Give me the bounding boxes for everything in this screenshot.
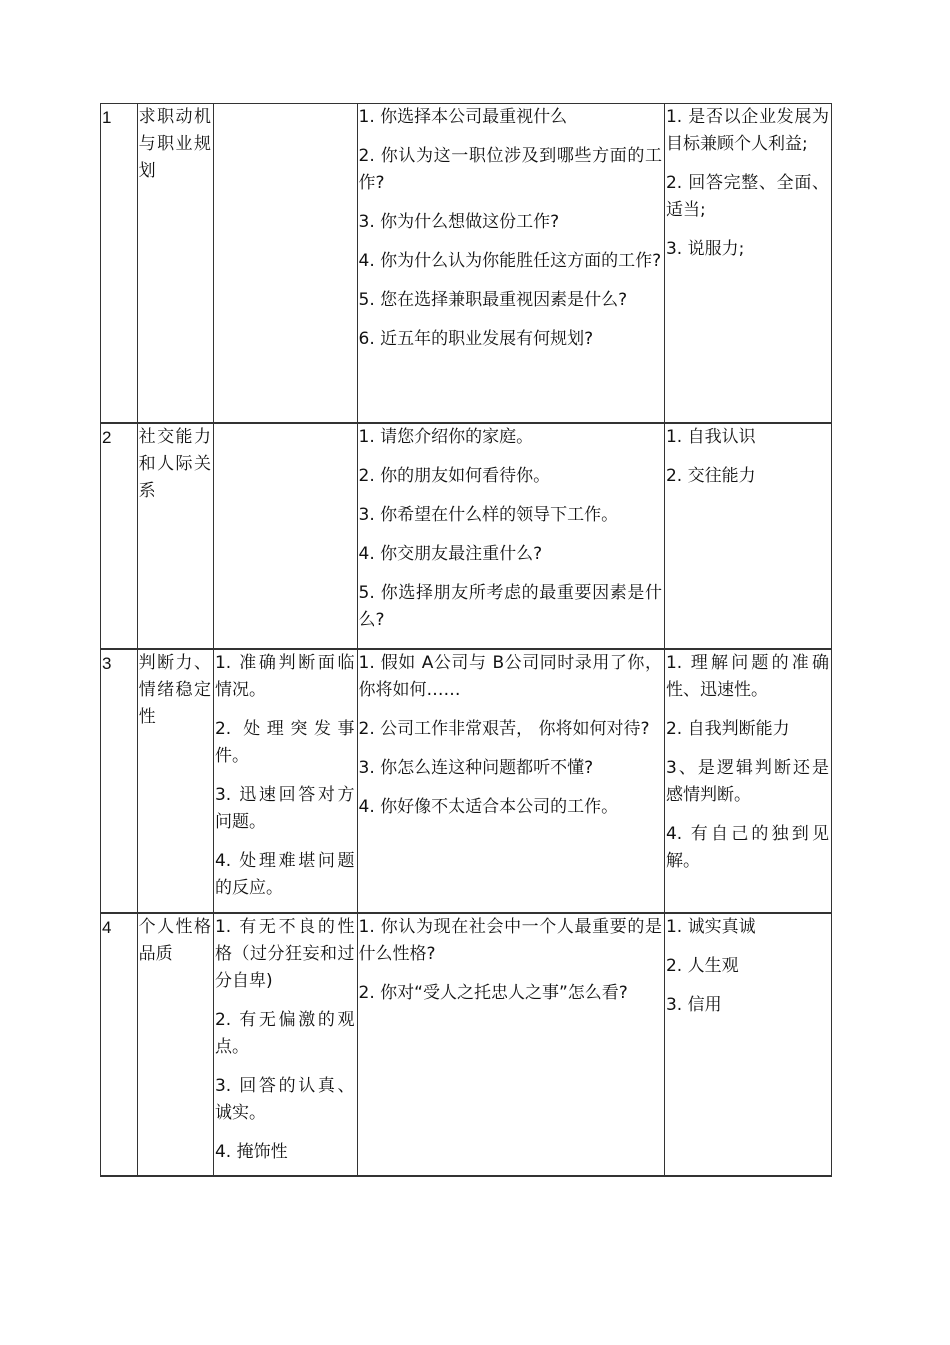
criteria-item: 1. 诚实真诚 [665, 917, 756, 937]
row-number: 4 [101, 913, 138, 1176]
criteria-item: 3. 说服力; [665, 239, 745, 259]
question-item: 2. 你对“受人之托忠人之事”怎么看? [358, 983, 628, 1003]
dimension-cell: 个人性格品质 [137, 913, 213, 1176]
question-item: 3. 你为什么想做这份工作? [358, 212, 560, 232]
question-item: 1. 请您介绍你的家庭。 [358, 427, 534, 447]
key-points-cell [213, 423, 357, 649]
criteria-item: 2. 交往能力 [665, 466, 756, 486]
question-item: 4. 你交朋友最注重什么? [358, 544, 543, 564]
questions-cell [357, 649, 664, 913]
key-point-item: 3. 回答的认真、诚实。 [214, 1076, 355, 1123]
key-point-item: 3. 迅速回答对方问题。 [214, 785, 355, 832]
question-item: 1. 假如 A公司与 B公司同时录用了你，你将如何…… [358, 653, 662, 700]
questions-cell [357, 104, 664, 424]
criteria-item: 3、是逻辑判断还是感情判断。 [665, 758, 829, 805]
key-points-cell [213, 913, 357, 1176]
criteria-cell [664, 104, 831, 424]
dimension-cell: 判断力、情绪稳定性 [137, 649, 213, 913]
criteria-cell [664, 423, 831, 649]
criteria-item: 2. 人生观 [665, 956, 739, 976]
table-row [101, 913, 832, 1176]
key-points-cell [213, 649, 357, 913]
table-row [101, 423, 832, 649]
criteria-item: 1. 理解问题的准确性、迅速性。 [665, 653, 829, 700]
question-item: 5. 你选择朋友所考虑的最重要因素是什么? [358, 583, 662, 630]
key-point-item: 4. 处理难堪问题的反应。 [214, 851, 355, 898]
dimension-cell: 求职动机与职业规划 [137, 104, 213, 424]
criteria-item: 2. 回答完整、全面、适当; [665, 173, 829, 220]
row-number: 1 [101, 104, 138, 424]
key-point-item: 4. 掩饰性 [214, 1142, 288, 1162]
criteria-item: 3. 信用 [665, 995, 722, 1015]
question-item: 1. 你选择本公司最重视什么 [358, 107, 568, 127]
row-number: 3 [101, 649, 138, 913]
question-item: 2. 公司工作非常艰苦， 你将如何对待? [358, 719, 650, 739]
table-body [101, 104, 832, 1177]
questions-cell [357, 423, 664, 649]
questions-cell [357, 913, 664, 1176]
question-item: 3. 你怎么连这种问题都听不懂? [358, 758, 594, 778]
table-row [101, 104, 832, 424]
row-number: 2 [101, 423, 138, 649]
criteria-item: 2. 自我判断能力 [665, 719, 790, 739]
question-item: 1. 你认为现在社会中一个人最重要的是什么性格? [358, 917, 662, 964]
question-item: 3. 你希望在什么样的领导下工作。 [358, 505, 619, 525]
criteria-item: 1. 是否以企业发展为目标兼顾个人利益; [665, 107, 829, 154]
key-points-cell [213, 104, 357, 424]
criteria-cell [664, 913, 831, 1176]
key-point-item: 2. 有无偏激的观点。 [214, 1010, 355, 1057]
question-item: 2. 你认为这一职位涉及到哪些方面的工作? [358, 146, 662, 193]
criteria-item: 1. 自我认识 [665, 427, 756, 447]
question-item: 2. 你的朋友如何看待你。 [358, 466, 551, 486]
key-point-item: 1. 有无不良的性格（过分狂妄和过分自卑) [214, 917, 355, 991]
criteria-item: 4. 有自己的独到见解。 [665, 824, 829, 871]
question-item: 5. 您在选择兼职最重视因素是什么? [358, 290, 628, 310]
criteria-cell [664, 649, 831, 913]
key-point-item: 2. 处理突发事件。 [214, 719, 355, 766]
question-item: 6. 近五年的职业发展有何规划? [358, 329, 594, 349]
question-item: 4. 你为什么认为你能胜任这方面的工作? [358, 251, 662, 271]
interview-question-table [100, 103, 832, 1177]
key-point-item: 1. 准确判断面临情况。 [214, 653, 355, 700]
question-item: 4. 你好像不太适合本公司的工作。 [358, 797, 619, 817]
dimension-cell: 社交能力和人际关系 [137, 423, 213, 649]
table-row [101, 649, 832, 913]
